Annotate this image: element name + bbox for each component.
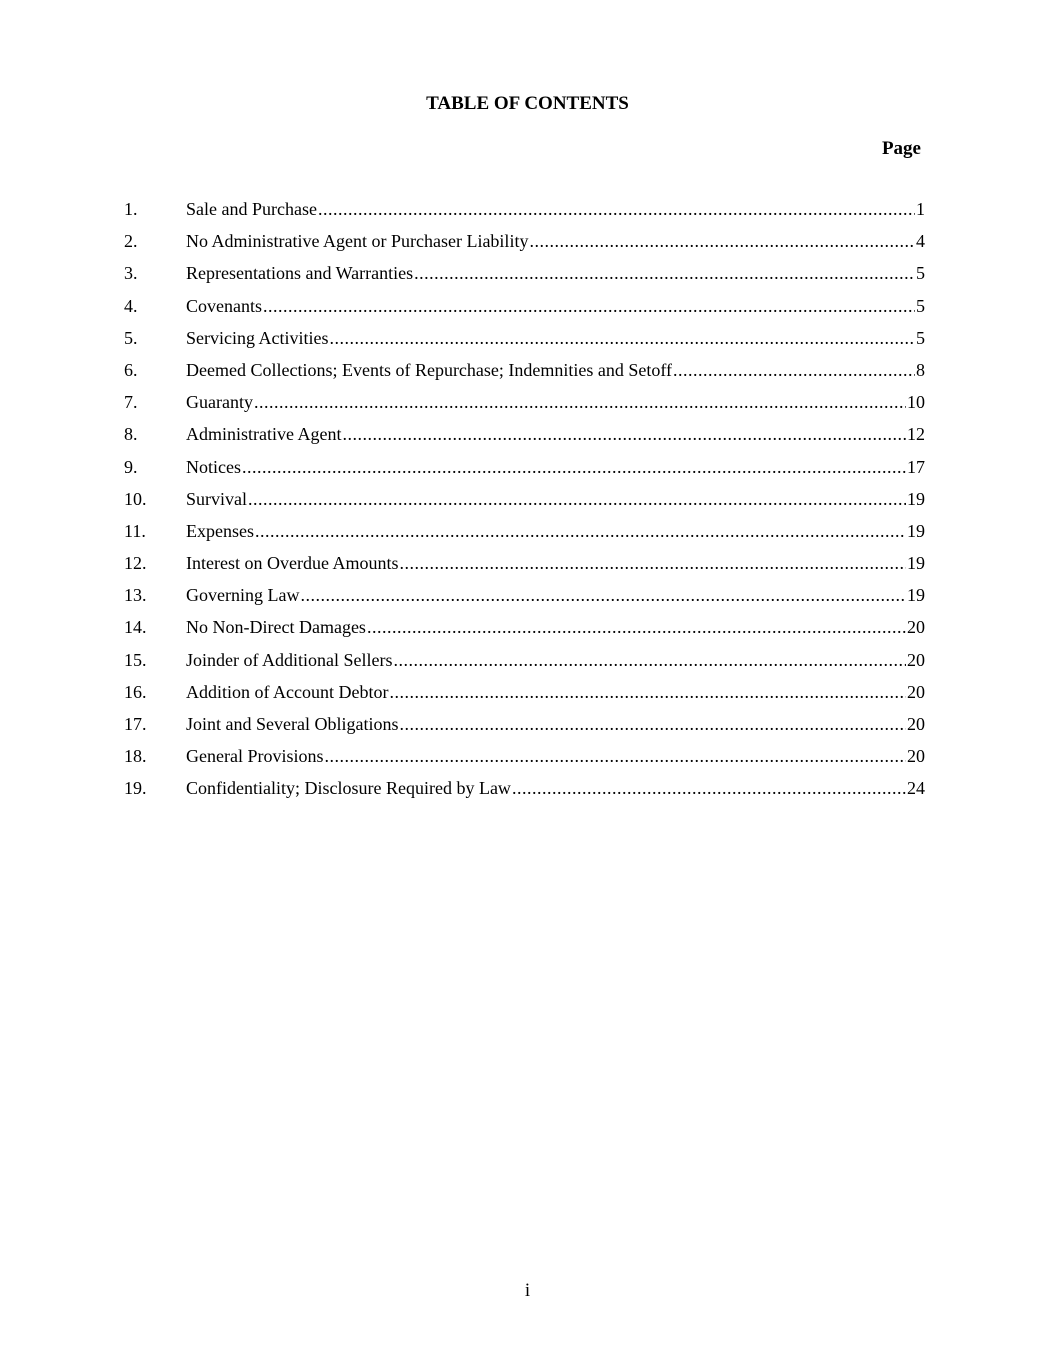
toc-entry-number: 4.	[124, 295, 138, 316]
toc-entry-number: 14.	[124, 617, 147, 638]
toc-entry-number: 1.	[124, 199, 138, 219]
toc-entry-page-number[interactable]: 1	[916, 199, 925, 219]
toc-dot-leader	[399, 551, 906, 575]
toc-dot-leader	[673, 358, 915, 382]
toc-entry-page-number[interactable]: 24	[907, 778, 925, 799]
toc-entry-number: 16.	[124, 681, 147, 702]
toc-entry-number: 12.	[124, 553, 147, 574]
toc-entry[interactable]	[124, 294, 925, 326]
toc-entry[interactable]	[124, 197, 925, 229]
toc-entry-title[interactable]: Governing Law	[186, 585, 300, 606]
toc-entry[interactable]	[124, 744, 925, 776]
toc-entry-title[interactable]: Joinder of Additional Sellers	[186, 649, 393, 670]
toc-entry-page-number[interactable]: 4	[916, 231, 925, 252]
toc-entry-number: 9.	[124, 456, 138, 477]
toc-dot-leader	[529, 229, 915, 253]
toc-entry-title[interactable]: Addition of Account Debtor	[186, 681, 389, 702]
page-column-label: Page	[881, 138, 921, 159]
toc-entry-page-number[interactable]: 17	[907, 456, 925, 477]
toc-entry[interactable]	[124, 615, 925, 647]
toc-entry-page-number[interactable]: 8	[916, 359, 925, 380]
toc-dot-leader	[414, 261, 915, 285]
toc-entry-title[interactable]: Survival	[186, 488, 247, 509]
toc-dot-leader	[389, 680, 906, 704]
toc-entry[interactable]	[124, 583, 925, 615]
toc-entry[interactable]	[124, 358, 925, 390]
toc-entry-title[interactable]: Confidentiality; Disclosure Required by Law	[186, 778, 511, 799]
toc-entry-page-number[interactable]: 10	[907, 392, 925, 413]
toc-entry-page-number[interactable]: 19	[907, 553, 925, 574]
toc-entry-page-number[interactable]: 20	[907, 649, 925, 670]
toc-entry-number: 15.	[124, 649, 147, 670]
toc-entry-page-number[interactable]: 20	[907, 681, 925, 702]
toc-entry-number: 13.	[124, 585, 147, 606]
toc-dot-leader	[263, 294, 915, 318]
toc-dot-leader	[329, 326, 915, 350]
toc-entry-number: 2.	[124, 231, 138, 252]
toc-entry-number: 18.	[124, 746, 147, 767]
toc-dot-leader	[324, 744, 906, 768]
toc-dot-leader	[255, 519, 906, 543]
toc-entry-number: 3.	[124, 263, 138, 284]
toc-entry-page-number[interactable]: 5	[916, 263, 925, 284]
toc-entry-title[interactable]: No Non-Direct Damages	[186, 617, 366, 638]
toc-entry-number: 7.	[124, 392, 138, 413]
toc-entry[interactable]	[124, 487, 925, 519]
toc-dot-leader	[367, 615, 906, 639]
toc-entry-number: 17.	[124, 714, 147, 734]
toc-entry-title[interactable]: Deemed Collections; Events of Repurchase; Indemnities and Setoff	[186, 359, 673, 380]
toc-dot-leader	[254, 390, 906, 414]
toc-entry[interactable]	[124, 776, 925, 808]
toc-entry-title[interactable]: Sale and Purchase	[186, 199, 317, 219]
toc-entry-page-number[interactable]: 5	[916, 295, 925, 316]
table-of-contents	[124, 197, 925, 809]
document-title: TABLE OF CONTENTS	[426, 93, 629, 114]
toc-entry-title[interactable]: General Provisions	[186, 746, 324, 767]
toc-entry[interactable]	[124, 229, 925, 261]
toc-entry-page-number[interactable]: 19	[907, 488, 925, 509]
toc-entry-number: 8.	[124, 424, 138, 445]
toc-entry-title[interactable]: Expenses	[186, 520, 254, 541]
toc-entry-title[interactable]: Covenants	[186, 295, 262, 316]
toc-entry-title[interactable]: Interest on Overdue Amounts	[186, 553, 399, 574]
toc-entry[interactable]	[124, 326, 925, 358]
toc-dot-leader	[399, 712, 906, 736]
toc-entry[interactable]	[124, 261, 925, 293]
footer-page-number: i	[524, 1280, 531, 1301]
toc-dot-leader	[342, 422, 906, 446]
toc-entry[interactable]	[124, 551, 925, 583]
toc-entry-page-number[interactable]: 19	[907, 585, 925, 606]
toc-entry-number: 5.	[124, 327, 138, 348]
toc-entry[interactable]	[124, 422, 925, 454]
toc-dot-leader	[300, 583, 906, 607]
toc-entry-page-number[interactable]: 12	[907, 424, 925, 445]
toc-entry[interactable]	[124, 648, 925, 680]
toc-entry-number: 10.	[124, 488, 147, 509]
toc-dot-leader	[318, 197, 915, 221]
toc-entry-title[interactable]: Notices	[186, 456, 241, 477]
toc-entry-page-number[interactable]: 20	[907, 714, 925, 734]
toc-entry-title[interactable]: Guaranty	[186, 392, 253, 413]
toc-entry-number: 11.	[124, 520, 146, 541]
toc-entry[interactable]	[124, 519, 925, 551]
toc-entry-title[interactable]: Administrative Agent	[186, 424, 342, 445]
toc-entry-number: 19.	[124, 778, 147, 799]
toc-dot-leader	[242, 455, 906, 479]
toc-entry-title[interactable]: Joint and Several Obligations	[186, 714, 399, 734]
toc-entry-page-number[interactable]: 19	[907, 520, 925, 541]
toc-entry[interactable]	[124, 455, 925, 487]
toc-entry[interactable]	[124, 712, 925, 744]
toc-entry-page-number[interactable]: 5	[916, 327, 925, 348]
toc-entry-page-number[interactable]: 20	[907, 617, 925, 638]
toc-entry[interactable]	[124, 680, 925, 712]
toc-entry-number: 6.	[124, 359, 138, 380]
toc-dot-leader	[248, 487, 906, 511]
toc-entry-page-number[interactable]: 20	[907, 746, 925, 767]
toc-entry-title[interactable]: No Administrative Agent or Purchaser Liability	[186, 231, 529, 252]
toc-entry-title[interactable]: Servicing Activities	[186, 327, 329, 348]
toc-dot-leader	[393, 648, 906, 672]
toc-entry[interactable]	[124, 390, 925, 422]
toc-dot-leader	[512, 776, 906, 800]
toc-entry-title[interactable]: Representations and Warranties	[186, 263, 414, 284]
